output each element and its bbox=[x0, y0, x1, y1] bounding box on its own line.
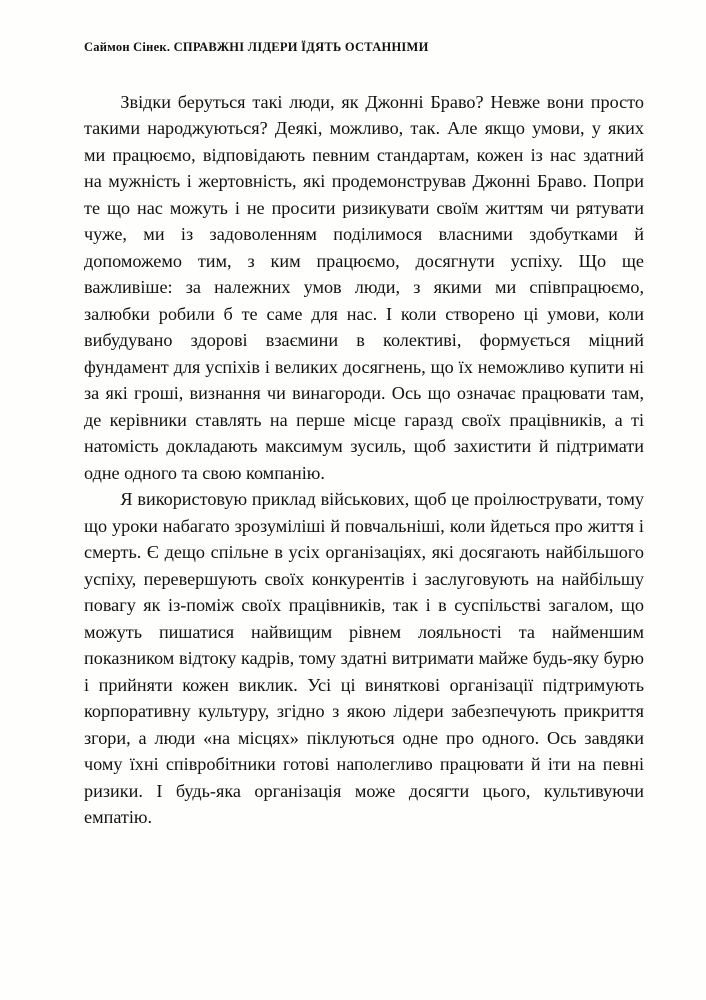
running-head-title: СПРАВЖНІ ЛІДЕРИ ЇДЯТЬ ОСТАННІМИ bbox=[173, 40, 429, 54]
body-text bbox=[84, 89, 644, 831]
running-head bbox=[84, 40, 644, 55]
running-head-author: Саймон Сінек. bbox=[84, 40, 171, 54]
paragraph: Звідки беруться такі люди, як Джонні Браво? Невже вони просто такими народжуються? Деякі, можливо, так. Але якщо умови, у яких ми працюємо, відповідають певним стандартам, кожен із нас здатний на мужність і жертовність, які продемонстрував Джонні Браво. Попри те що нас можуть і не просити ризикувати своїм життям чи рятувати чуже, ми із задоволенням поділимося власними здобутками й допоможемо тим, з ким працюємо, досягнути успіху. Що ще важливіше: за належних умов люди, з якими ми співпрацюємо, залюбки робили б те саме для нас. І коли створено ці умови, коли вибудувано здорові взаємини в колективі, формується міцний фундамент для успіхів і великих досягнень, що їх неможливо купити ні за які гроші, визнання чи винагороди. Ось що означає працювати там, де керівники ставлять на перше місце гаразд своїх працівників, а ті натомість докладають максимум зусиль, щоб захистити й підтримати одне одного та свою компанію. bbox=[84, 92, 644, 483]
paragraph: Я використовую приклад військових, щоб це проілюструвати, тому що уроки набагато зрозуміліші й повчальніші, коли йдеться про життя і смерть. Є дещо спільне в усіх організаціях, які досягають найбільшого успіху, перевершують своїх конкурентів і заслуговують на найбільшу повагу як із-поміж своїх працівників, так і в суспільстві загалом, що можуть пишатися найвищим рівнем лояльності та найменшим показником відтоку кадрів, тому здатні витримати майже будь-яку бурю і прийняти кожен виклик. Усі ці виняткові організації підтримують корпоративну культуру, згідно з якою лідери забезпечують прикриття згори, а люди «на місцях» піклуються одне про одного. Ось завдяки чому їхні співробітники готові наполегливо працювати й іти на певні ризики. І будь-яка організація може досягти цього, культивуючи емпатію. bbox=[84, 489, 644, 828]
